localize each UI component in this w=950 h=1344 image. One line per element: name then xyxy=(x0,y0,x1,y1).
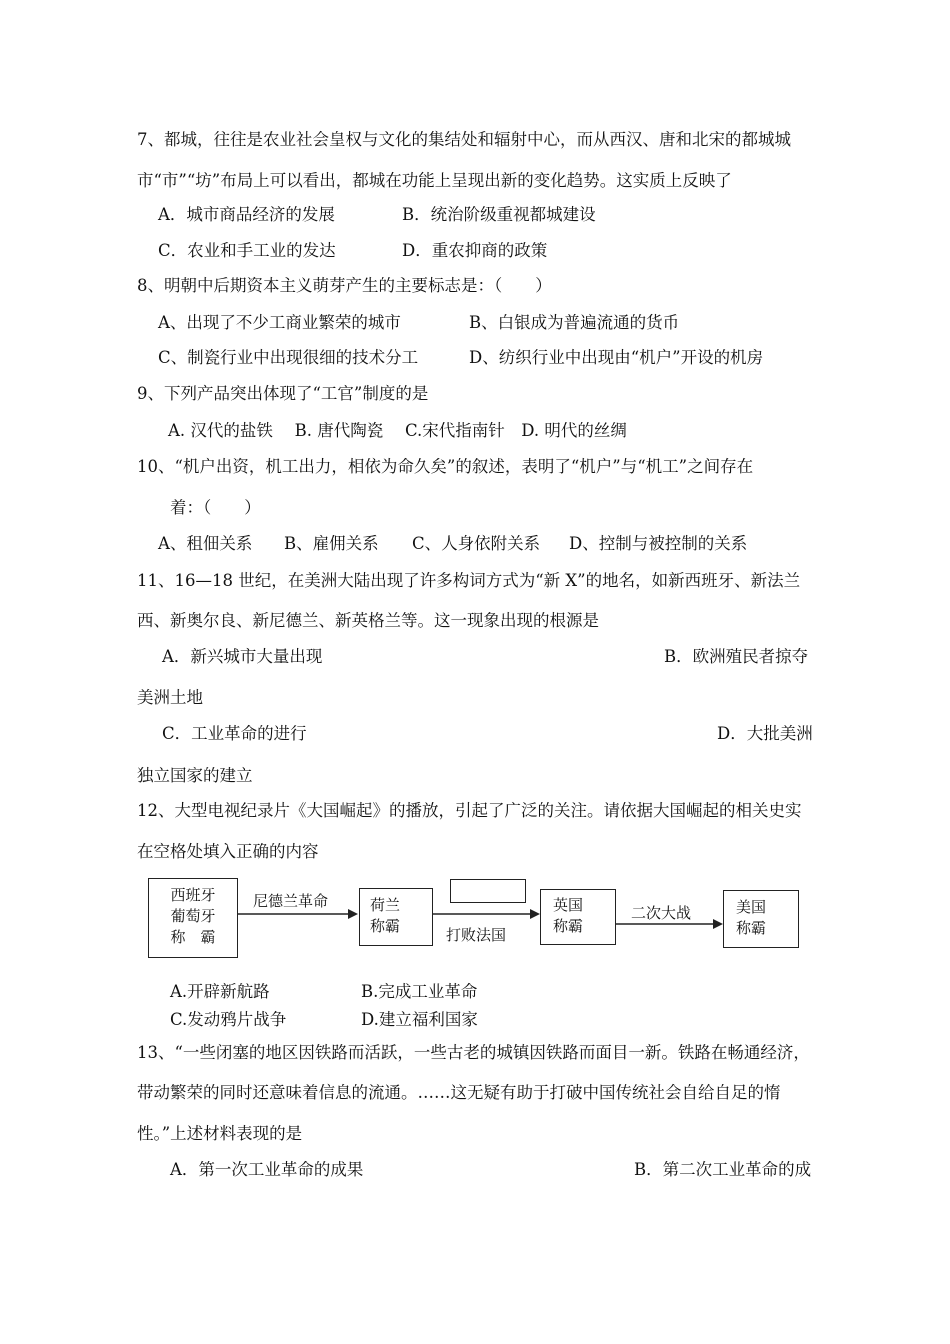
q7-stem-line2: 市“市”“坊”布局上可以看出，都城在功能上呈现出新的变化趋势。这实质上反映了 xyxy=(137,171,732,190)
box-spain-portugal xyxy=(148,878,238,958)
box4-line1: 美国 xyxy=(736,898,767,916)
box-netherlands xyxy=(359,888,433,946)
box2-line1: 荷兰 xyxy=(370,896,401,914)
arrow-label-dutch-revolution: 尼德兰革命 xyxy=(253,892,329,910)
q11-option-b: B．欧洲殖民者掠夺 xyxy=(664,647,809,666)
q12-stem-line1: 12、大型电视纪录片《大国崛起》的播放，引起了广泛的关注。请依据大国崛起的相关史实 xyxy=(137,801,802,820)
q7-option-b: B．统治阶级重视都城建设 xyxy=(402,205,596,224)
q8-option-b: B、白银成为普遍流通的货币 xyxy=(469,313,680,332)
box1-line3: 称 霸 xyxy=(170,928,216,946)
q12-option-d: D.建立福利国家 xyxy=(361,1010,478,1029)
q10-option-c: C、人身依附关系 xyxy=(412,534,541,553)
q13-stem-line3: 性。”上述材料表现的是 xyxy=(137,1124,303,1143)
q11-option-d-cont: 独立国家的建立 xyxy=(137,766,253,785)
box1-line2: 葡萄牙 xyxy=(170,907,216,925)
q11-option-b-cont: 美洲土地 xyxy=(137,688,203,707)
q9-stem: 9、下列产品突出体现了“工官”制度的是 xyxy=(137,384,429,403)
box-usa xyxy=(723,890,799,948)
q10-option-d: D、控制与被控制的关系 xyxy=(569,534,748,553)
q8-option-d: D、纺织行业中出现由“机户”开设的机房 xyxy=(469,348,764,367)
arrow-label-defeat-france: 打败法国 xyxy=(446,926,507,944)
q13-stem-line1: 13、“一些闭塞的地区因铁路而活跃，一些古老的城镇因铁路而面目一新。铁路在畅通经济， xyxy=(137,1043,810,1062)
q10-option-b: B、雇佣关系 xyxy=(284,534,379,553)
q11-stem-line2: 西、新奥尔良、新尼德兰、新英格兰等。这一现象出现的根源是 xyxy=(137,611,599,630)
q7-option-c: C．农业和手工业的发达 xyxy=(158,241,336,260)
q9-options: A. 汉代的盐铁 B. 唐代陶瓷 C.宋代指南针 D. 明代的丝绸 xyxy=(168,421,627,440)
q7-option-d: D．重农抑商的政策 xyxy=(402,241,548,260)
q12-option-b: B.完成工业革命 xyxy=(361,982,478,1001)
q10-option-a: A、租佃关系 xyxy=(158,534,253,553)
box-britain xyxy=(540,889,616,945)
q13-option-a: A．第一次工业革命的成果 xyxy=(170,1160,364,1179)
q10-stem-line2: 着：（ ） xyxy=(170,498,261,517)
q11-option-d: D．大批美洲 xyxy=(717,724,813,743)
box3-line1: 英国 xyxy=(553,896,584,914)
q11-option-c: C．工业革命的进行 xyxy=(162,724,307,743)
q12-stem-line2: 在空格处填入正确的内容 xyxy=(137,842,319,861)
q12-option-c: C.发动鸦片战争 xyxy=(170,1010,287,1029)
blank-answer-box[interactable] xyxy=(450,879,526,903)
q8-stem: 8、明朝中后期资本主义萌芽产生的主要标志是：（ ） xyxy=(137,276,552,295)
q10-stem-line1: 10、“机户出资，机工出力，相依为命久矣”的叙述，表明了“机户”与“机工”之间存在 xyxy=(137,457,754,476)
q13-option-b: B．第二次工业革命的成 xyxy=(634,1160,812,1179)
q7-option-a: A．城市商品经济的发展 xyxy=(158,205,335,224)
box1-line1: 西班牙 xyxy=(170,886,216,904)
q8-option-c: C、制瓷行业中出现很细的技术分工 xyxy=(158,348,419,367)
box2-line2: 称霸 xyxy=(370,917,401,935)
q11-stem-line1: 11、16—18 世纪，在美洲大陆出现了许多构词方式为“新 X”的地名，如新西班牙、新法兰 xyxy=(137,571,801,590)
q7-stem-line1: 7、都城，往往是农业社会皇权与文化的集结处和辐射中心，而从西汉、唐和北宋的都城城 xyxy=(137,130,791,149)
q11-option-a: A．新兴城市大量出现 xyxy=(162,647,323,666)
arrow-label-world-war-2: 二次大战 xyxy=(631,904,692,922)
q12-option-a: A.开辟新航路 xyxy=(170,982,270,1001)
box4-line2: 称霸 xyxy=(736,919,767,937)
box3-line2: 称霸 xyxy=(553,917,584,935)
q8-option-a: A、出现了不少工商业繁荣的城市 xyxy=(158,313,401,332)
q13-stem-line2: 带动繁荣的同时还意味着信息的流通。……这无疑有助于打破中国传统社会自给自足的惰 xyxy=(137,1083,781,1102)
